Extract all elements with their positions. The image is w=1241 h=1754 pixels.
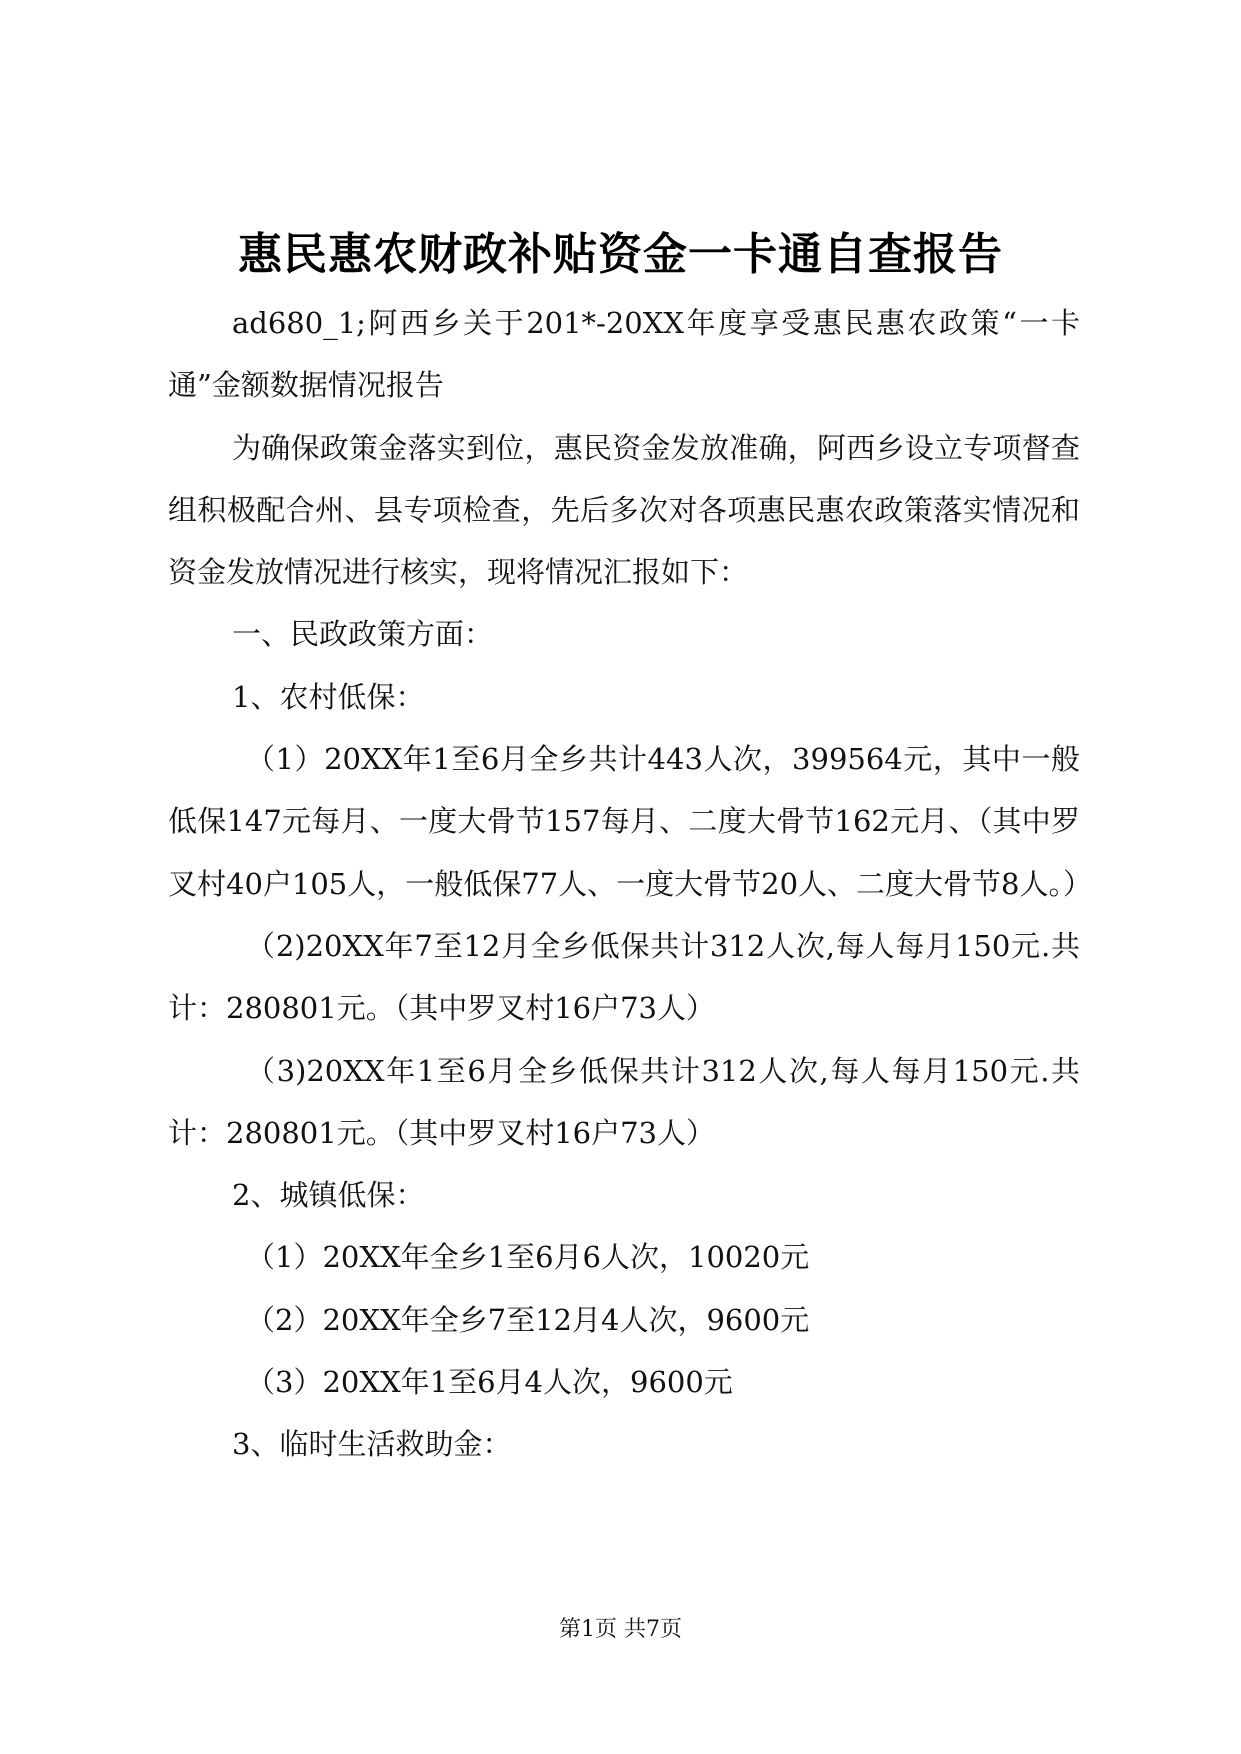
- list-item-urban-1: （1）20XX年全乡1至6月6人次，10020元: [246, 1240, 810, 1275]
- document-title: 惠民惠农财政补贴资金一卡通自查报告: [238, 229, 1003, 280]
- list-item-rural-2: （2)20XX年7至12月全乡低保共计312人次,每人每月150元.共计：280801元。（其中罗叉村16户73人）: [168, 928, 1080, 1026]
- list-item-rural-3: （3)20XX年1至6月全乡低保共计312人次,每人每月150元.共计：280801元。（其中罗叉村16户73人）: [168, 1053, 1080, 1150]
- paragraph-purpose: 为确保政策金落实到位，惠民资金发放准确，阿西乡设立专项督查组积极配合州、县专项检查，先后多次对各项惠民惠农政策落实情况和资金发放情况进行核实，现将情况汇报如下：: [168, 430, 1080, 590]
- list-item-urban-2: （2）20XX年全乡7至12月4人次，9600元: [246, 1302, 810, 1337]
- subheading-rural-subsistence: 1、农村低保：: [232, 679, 425, 714]
- list-item-rural-1: （1）20XX年1至6月全乡共计443人次，399564元，其中一般低保147元每月、一度大骨节157每月、二度大骨节162元月、（其中罗叉村40户105人，一般低保77人、一度大骨节20人、二度大骨节8人。）: [168, 742, 1093, 901]
- subheading-urban-subsistence: 2、城镇低保：: [232, 1178, 425, 1213]
- subheading-temporary-relief: 3、临时生活救助金：: [232, 1427, 512, 1462]
- section-heading-civil-affairs: 一、民政政策方面：: [232, 617, 494, 652]
- paragraph-report-intro: ad680_1;阿西乡关于201*-20XX年度享受惠民惠农政策“一卡通”金额数据情况报告: [168, 306, 1080, 403]
- page-number-footer: 第1页 共7页: [559, 1617, 682, 1642]
- document-body: [168, 292, 1093, 1476]
- list-item-urban-3: （3）20XX年1至6月4人次，9600元: [246, 1365, 733, 1400]
